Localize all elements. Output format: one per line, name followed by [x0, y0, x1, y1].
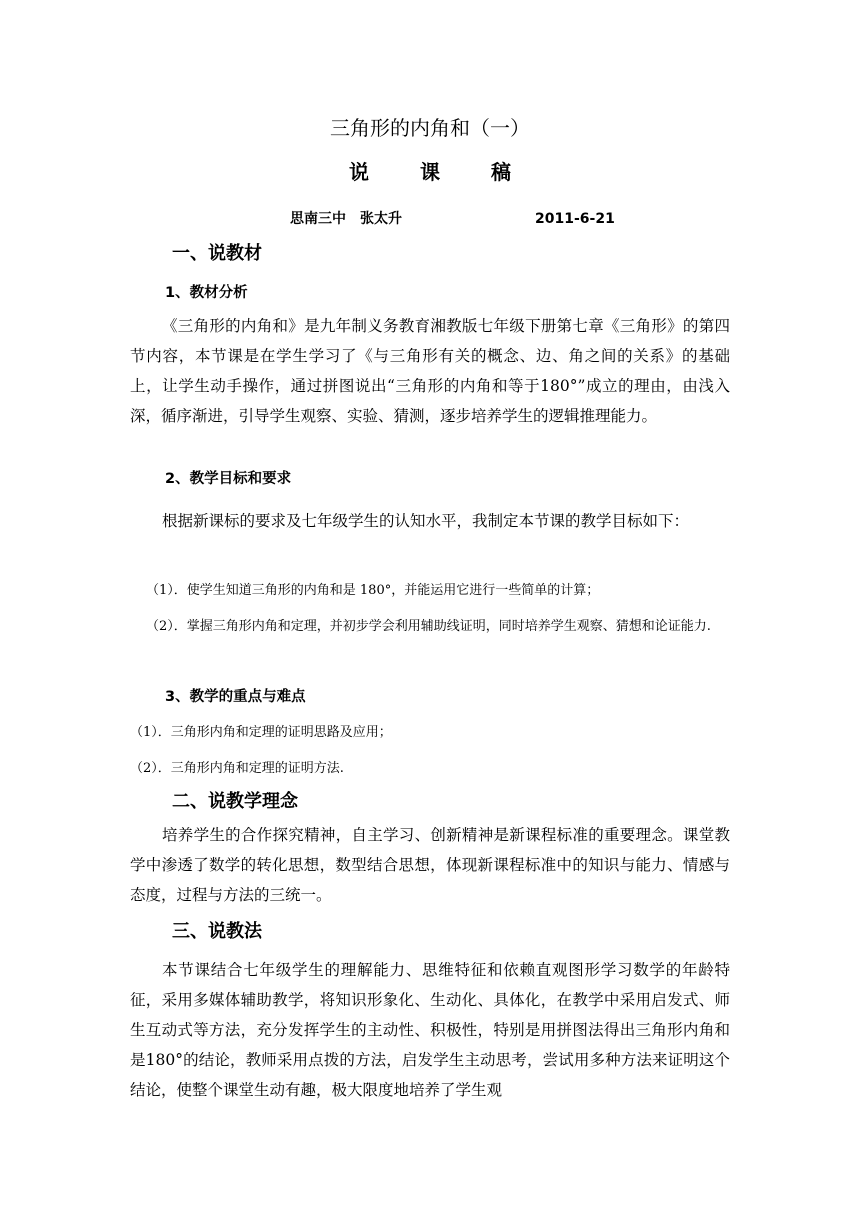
goal-item-2: （2）．掌握三角形内角和定理，并初步学会利用辅助线证明，同时培养学生观察、猜想和论证能力. [146, 619, 711, 634]
goal-item-1: （1）．使学生知道三角形的内角和是 180°，并能运用它进行一些简单的计算； [146, 583, 600, 598]
key-point-item-1: （1）．三角形内角和定理的证明思路及应用； [130, 725, 392, 740]
paragraph-teaching-philosophy: 培养学生的合作探究精神，自主学习、创新精神是新课程标准的重要理念。课堂教学中渗透了数学的转化思想，数型结合思想，体现新课程标准中的知识与能力、情感与态度，过程与方法的三统一。 [130, 826, 730, 904]
document-subtitle: 说 课 稿 [349, 160, 533, 184]
document-title: 三角形的内角和（一） [330, 116, 530, 140]
paragraph-textbook-analysis: 《三角形的内角和》是九年制义务教育湘教版七年级下册第七章《三角形》的第四节内容，本节课是在学生学习了《与三角形有关的概念、边、角之间的关系》的基础上，让学生动手操作，通过拼图说出“三角形的内角和等于180°”成立的理由，由浅入深，循序渐进，引导学生观察、实验、猜测，逐步培养学生的逻辑推理能力。 [130, 317, 730, 425]
section-heading-3: 三、说教法 [172, 921, 262, 942]
subsection-heading-1-2: 2、教学目标和要求 [165, 471, 292, 487]
subsection-heading-1-1: 1、教材分析 [165, 285, 248, 301]
subsection-heading-1-3: 3、教学的重点与难点 [165, 689, 306, 705]
byline [290, 208, 615, 230]
key-point-item-2: （2）．三角形内角和定理的证明方法. [130, 761, 344, 776]
section-heading-2: 二、说教学理念 [172, 791, 298, 812]
byline-author: 张太升 [360, 211, 402, 227]
byline-date: 2011-6-21 [535, 211, 615, 227]
byline-school: 思南三中 [290, 211, 346, 227]
section-heading-1: 一、说教材 [172, 243, 262, 264]
paragraph-teaching-methods: 本节课结合七年级学生的理解能力、思维特征和依赖直观图形学习数学的年龄特征，采用多媒体辅助教学，将知识形象化、生动化、具体化，在教学中采用启发式、师生互动式等方法，充分发挥学生的主动性、积极性，特别是用拼图法得出三角形内角和是180°的结论，教师采用点拨的方法，启发学生主动思考，尝试用多种方法来证明这个结论，使整个课堂生动有趣，极大限度地培养了学生观 [130, 961, 730, 1099]
paragraph-teaching-goals: 根据新课标的要求及七年级学生的认知水平，我制定本节课的教学目标如下： [162, 512, 690, 530]
